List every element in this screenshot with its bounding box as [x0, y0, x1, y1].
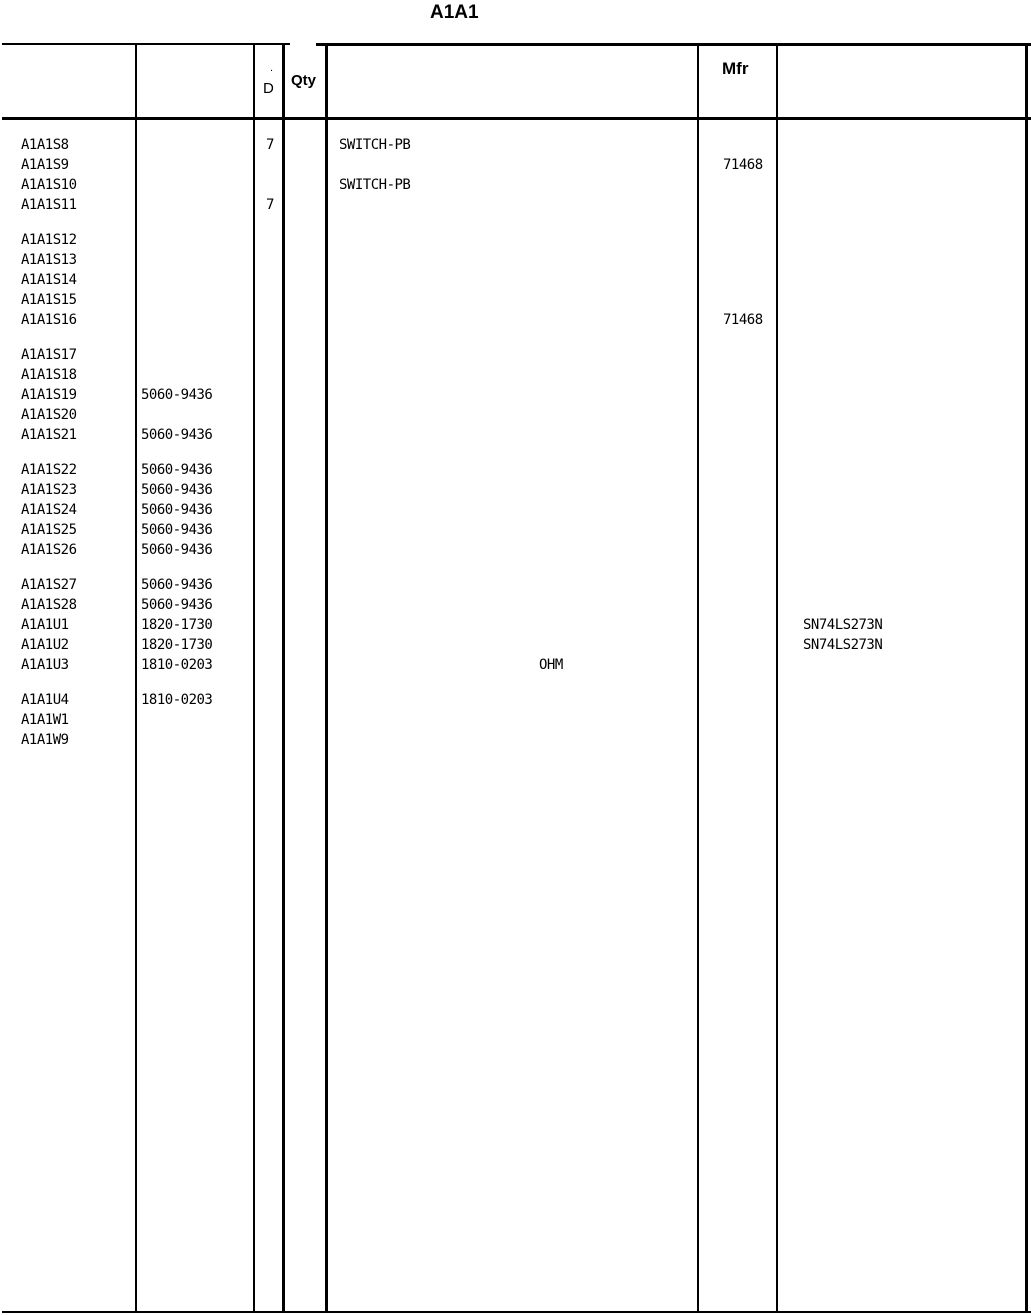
- row-ref: A1A1S12: [21, 232, 77, 248]
- column-divider-cd: [282, 44, 285, 1313]
- row-part-number: 5060-9436: [141, 482, 213, 498]
- header-cd-dot: .: [270, 62, 274, 74]
- row-ref: A1A1S9: [21, 157, 69, 173]
- row-description: SWITCH-PB: [339, 137, 411, 153]
- row-part-number: 5060-9436: [141, 387, 213, 403]
- column-divider-mfr: [776, 44, 778, 1313]
- row-mfr-code: 71468: [723, 312, 763, 328]
- row-ref: A1A1S14: [21, 272, 77, 288]
- column-divider-qty: [325, 44, 328, 1313]
- row-ref: A1A1S23: [21, 482, 77, 498]
- row-ref: A1A1W9: [21, 732, 69, 748]
- row-ref: A1A1S22: [21, 462, 77, 478]
- row-ref: A1A1S26: [21, 542, 77, 558]
- row-part-number: 1810-0203: [141, 692, 213, 708]
- row-part-number: 1820-1730: [141, 637, 213, 653]
- row-ref: A1A1S21: [21, 427, 77, 443]
- row-description: OHM: [539, 657, 563, 673]
- row-ref: A1A1S17: [21, 347, 77, 363]
- header-bottom-border: [2, 117, 1031, 120]
- row-part-number: 1820-1730: [141, 617, 213, 633]
- row-ref: A1A1S11: [21, 197, 77, 213]
- row-ref: A1A1S13: [21, 252, 77, 268]
- row-ref: A1A1U3: [21, 657, 69, 673]
- row-ref: A1A1S16: [21, 312, 77, 328]
- row-part-number: 5060-9436: [141, 577, 213, 593]
- table-top-border-left: [2, 43, 290, 45]
- row-ref: A1A1S18: [21, 367, 77, 383]
- column-divider-desc: [697, 44, 699, 1313]
- row-ref: A1A1S15: [21, 292, 77, 308]
- row-ref: A1A1S20: [21, 407, 77, 423]
- header-cd: D: [263, 80, 274, 97]
- row-ref: A1A1S10: [21, 177, 77, 193]
- row-ref: A1A1S8: [21, 137, 69, 153]
- table-right-border: [1025, 44, 1028, 1313]
- row-ref: A1A1U4: [21, 692, 69, 708]
- row-ref: A1A1S19: [21, 387, 77, 403]
- table-bottom-border: [2, 1311, 1031, 1313]
- row-part-number: 5060-9436: [141, 542, 213, 558]
- column-divider-part: [253, 44, 255, 1313]
- row-description: SWITCH-PB: [339, 177, 411, 193]
- row-ref: A1A1S28: [21, 597, 77, 613]
- column-divider-ref: [135, 44, 137, 1313]
- row-part-number: 5060-9436: [141, 427, 213, 443]
- row-ref: A1A1U2: [21, 637, 69, 653]
- page-title: A1A1: [430, 2, 479, 23]
- row-ref: A1A1W1: [21, 712, 69, 728]
- row-ref: A1A1U1: [21, 617, 69, 633]
- row-ref: A1A1S24: [21, 502, 77, 518]
- row-ref: A1A1S25: [21, 522, 77, 538]
- row-part-number: 5060-9436: [141, 522, 213, 538]
- row-cd: 7: [266, 197, 274, 213]
- row-part-number: 5060-9436: [141, 462, 213, 478]
- row-cd: 7: [266, 137, 274, 153]
- header-mfr: Mfr: [722, 59, 749, 78]
- row-part-number: 5060-9436: [141, 597, 213, 613]
- row-mfr-part-number: SN74LS273N: [803, 637, 883, 653]
- header-qty: Qty: [291, 72, 317, 89]
- row-ref: A1A1S27: [21, 577, 77, 593]
- row-mfr-part-number: SN74LS273N: [803, 617, 883, 633]
- row-part-number: 5060-9436: [141, 502, 213, 518]
- row-mfr-code: 71468: [723, 157, 763, 173]
- table-top-border-right: [316, 43, 1031, 46]
- row-part-number: 1810-0203: [141, 657, 213, 673]
